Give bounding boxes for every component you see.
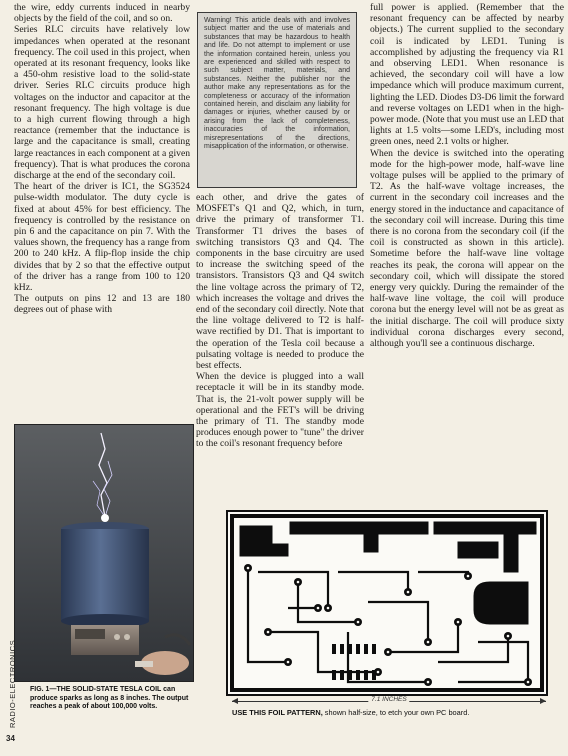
board-dimension-line xyxy=(232,697,546,705)
dimension-label: 7.1 INCHES xyxy=(368,696,409,703)
article-column-2: each other, and drive the gates of MOSFET's Q1 and Q2, which, in turn, drive the primary of transformer T1. Transformer T1 drives the bases of switching transistors Q3 and Q4. The components in the base circuitry are used to increase the switching speed of the transistors. Transistors Q3 and Q4 switch the line voltage across the primary of T2, which increases the voltage and drives the end of the secondary coil directly. Note that the line voltage delivered to T2 is half-wave rectified by D1. That is important to the operation of the Tesla coil because a pulsating voltage is needed to produce the best effects. When the device is plugged into a wall receptacle it will be in its standby mode. That is, the 21-volt power supply will be operational and the FET's will be driving the primary of T1. The standby mode produces enough power to "tune" the driver to the coil's resonant frequency before xyxy=(196,192,364,450)
figure-caption-lead: FIG. 1—THE SOLID-STATE TESLA COIL xyxy=(30,686,162,693)
warning-box: Warning! This article deals with and involves subject matter and the use of materials and substances that may be hazardous to health and life. Do not attempt to implement or use the information contained herein, unless you are experienced and skilled with respect to such subject matter, materials, and substances. Neither the publisher nor the author make any representations as for the completeness or accuracy of the information contained herein, and disclaim any liability for damages or injuries, whether caused by or arising from the lack of completeness, inaccuracies of the information, misrepresentations of the directions, misapplication of the information, or otherwise. xyxy=(197,12,357,188)
dimension-right-arrow-icon xyxy=(540,698,546,704)
foil-caption-body: shown half-size, to etch your own PC board. xyxy=(322,708,470,717)
article-column-1: the wire, eddy currents induced in nearby objects by the field of the coil, and so on. Series RLC circuits have relatively low impedances when operated at the resonant frequency. The coil used in this project, when operated at its resonant frequency, looks like a 450-ohm resistive load to the solid-state driver. Series RLC circuits produce high voltages on the inductor and capacitor at the resonant frequency. The high voltage is due to a high current flowing through a high reactance (remember that the inductance is large and the capacitance is small, creating large reactances in each component at a given frequency). That is what produces the corona discharge at the end of the secondary coil. The heart of the driver is IC1, the SG3524 pulse-width modulator. The duty cycle is fixed at about 45% for best efficiency. The frequency is controlled by the resistance on pin 6 and the capacitance on pin 7. With the values shown, the frequency has a range from 200 to 240 kHz. A flip-flop inside the chip divides that by 2 so that the effective output of the driver has a range from 100 to 120 kHz. The outputs on pins 12 and 13 are 180 degrees out of phase with xyxy=(14,2,190,316)
magazine-name: RADIO-ELECTRONICS xyxy=(8,639,17,728)
foil-caption-lead: USE THIS FOIL PATTERN, xyxy=(232,708,323,717)
figure-caption xyxy=(30,686,198,712)
magazine-side-label xyxy=(8,628,18,728)
dimension-left-arrow-icon xyxy=(232,698,238,704)
foil-caption xyxy=(232,708,552,717)
tesla-coil-photo xyxy=(14,424,194,682)
figure-caption-body: can produce sparks as long as 8 inches. The output reaches a peak of about 100,000 volts. xyxy=(30,686,189,711)
article-column-3: full power is applied. (Remember that the resonant frequency can be affected by nearby objects.) The current supplied to the secondary coil is indicated by LED1. Tuning is accomplished by adjusting the frequency via R1 and observing LED1. When resonance is achieved, the secondary coil will have a low impedance which will produce maximum current, lighting the LED. Diodes D3-D6 limit the forward and reverse voltages on LED1 when in the high-power mode. (Note that you must use an LED that lights at 1.5 volts—some LED's, including most green ones, need 2.1 volts or higher. When the device is switched into the operating mode for the high-power mode, half-wave line voltage pulses will be applied to the primary of T2. As the half-wave voltage increases, the current in the secondary coil increases and the energy stored in the inductance and capacitance of the secondary coil will increase. During this time there is no corona from the secondary coil (if the coil is constructed as shown in this article). Sometime before the half-wave line voltage reaches its peak, the corona will appear on the secondary coil, which will dissipate the stored energy very quickly. During the remainder of the half-wave line voltage, the coil will produce corona but the energy level will not be as great as the initial discharge. The coil will produce sixty individual corona discharges every second, although you'll see a continuous discharge. xyxy=(370,2,564,350)
pcb-foil-pattern xyxy=(226,510,548,696)
page-number: 34 xyxy=(6,734,15,743)
